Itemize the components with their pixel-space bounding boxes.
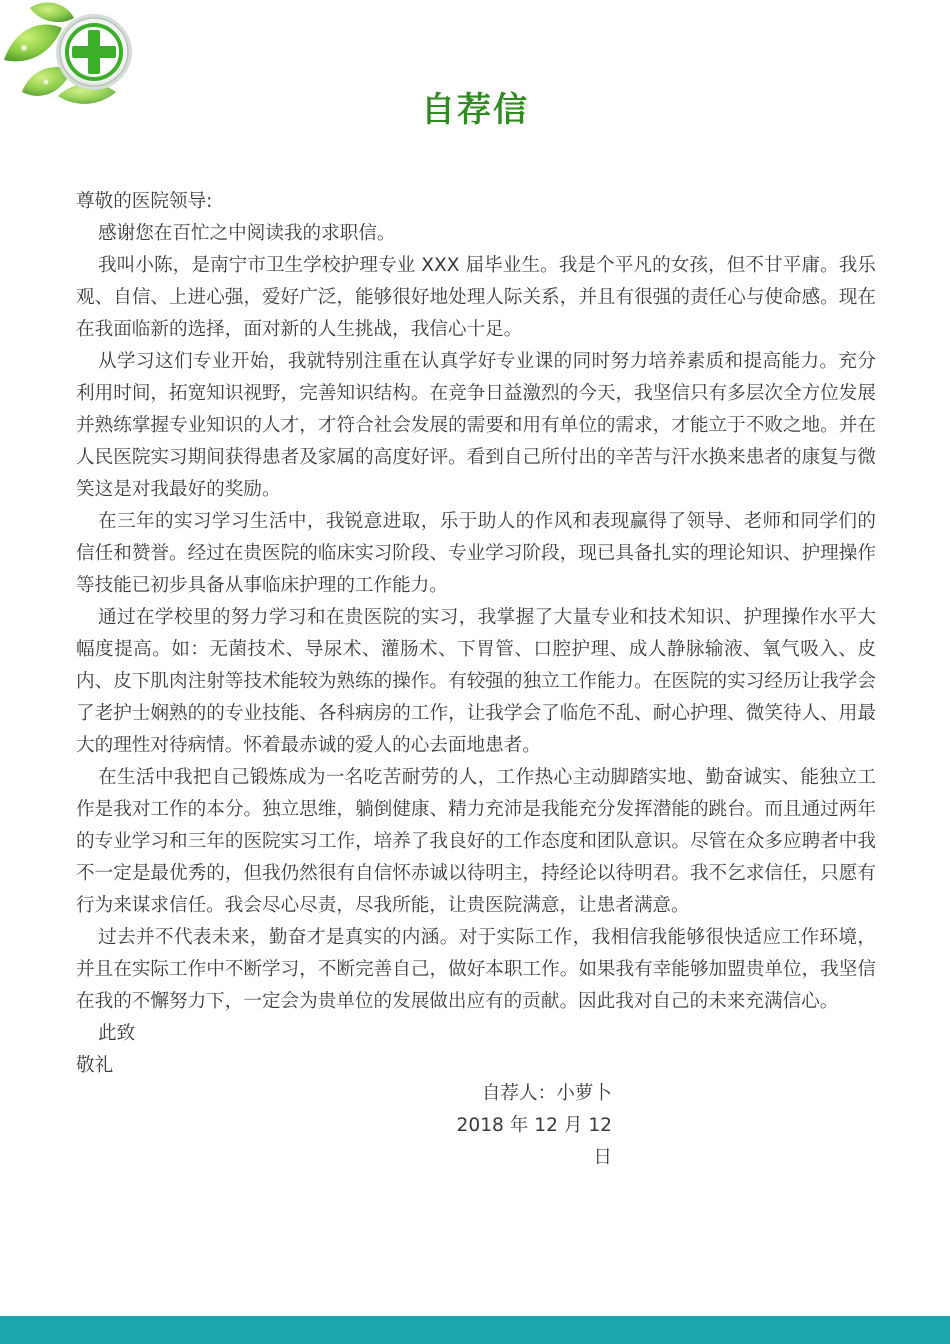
closing-respect: 此致 [98, 1023, 136, 1044]
paragraph-6: 在生活中我把自己锻炼成为一名吃苦耐劳的人，工作热心主动脚踏实地、勤奋诚实、能独立工作是我对工作的本分。独立思维，躺倒健康、精力充沛是我能充分发挥潜能的跳台。而且通过两年的专业学习和三年的医院实习工作，培养了我良好的工作态度和团队意识。尽管在众多应聘者中我不一定是最优秀的，但我仍然很有自信怀赤诚以待明主，持经论以待明君。我不乞求信任，只愿有行为来谋求信任。我会尽心尽责，尽我所能，让贵医院满意，让患者满意。 [76, 767, 876, 916]
signature: 自荐人：小萝卜 [481, 1083, 612, 1104]
letter-body [76, 186, 876, 1082]
date: 2018 年 12 月 12 日 [456, 1115, 612, 1168]
paragraph-1: 感谢您在百忙之中阅读我的求职信。 [98, 223, 396, 244]
paragraph-3: 从学习这们专业开始，我就特别注重在认真学好专业课的同时努力培养素质和提高能力。充分利用时间，拓宽知识视野，完善知识结构。在竞争日益激烈的今天，我坚信只有多层次全方位发展并熟练掌握专业知识的人才，才符合社会发展的需要和用有单位的需求，才能立于不败之地。并在人民医院实习期间获得患者及家属的高度好评。看到自己所付出的辛苦与汗水换来患者的康复与微笑这是对我最好的奖励。 [76, 351, 876, 500]
paragraph-4: 在三年的实习学习生活中，我锐意进取，乐于助人的作风和表现赢得了领导、老师和同学们的信任和赞誉。经过在贵医院的临床实习阶段、专业学习阶段，现已具备扎实的理论知识、护理操作等技能已初步具备从事临床护理的工作能力。 [76, 511, 876, 596]
signature-block [442, 1078, 612, 1174]
letter-title: 自荐信 [421, 90, 529, 130]
paragraph-5: 通过在学校里的努力学习和在贵医院的实习，我掌握了大量专业和技术知识、护理操作水平大幅度提高。如：无菌技术、导尿术、灌肠术、下胃管、口腔护理、成人静脉输液、氧气吸入、皮内、皮下肌肉注射等技术能较为熟练的操作。有较强的独立工作能力。在医院的实习经历让我学会了老护士娴熟的的专业技能、各科病房的工作，让我学会了临危不乱、耐心护理、微笑待人、用最大的理性对待病情。怀着最赤诚的爱人的心去面地患者。 [76, 607, 876, 756]
salutation: 尊敬的医院领导: [76, 191, 213, 212]
closing-salute: 敬礼 [76, 1055, 114, 1076]
paragraph-2: 我叫小陈，是南宁市卫生学校护理专业 XXX 届毕业生。我是个平凡的女孩，但不甘平庸。我乐观、自信、上进心强，爱好广泛，能够很好地处理人际关系，并且有很强的责任心与使命感。现在在我面临新的选择，面对新的人生挑战，我信心十足。 [76, 255, 876, 340]
paragraph-7: 过去并不代表未来，勤奋才是真实的内涵。对于实际工作，我相信我能够很快适应工作环境，并且在实际工作中不断学习，不断完善自己，做好本职工作。如果我有幸能够加盟贵单位，我坚信在我的不懈努力下，一定会为贵单位的发展做出应有的贡献。因此我对自己的未来充满信心。 [76, 927, 876, 1012]
footer-bar [0, 1316, 950, 1344]
